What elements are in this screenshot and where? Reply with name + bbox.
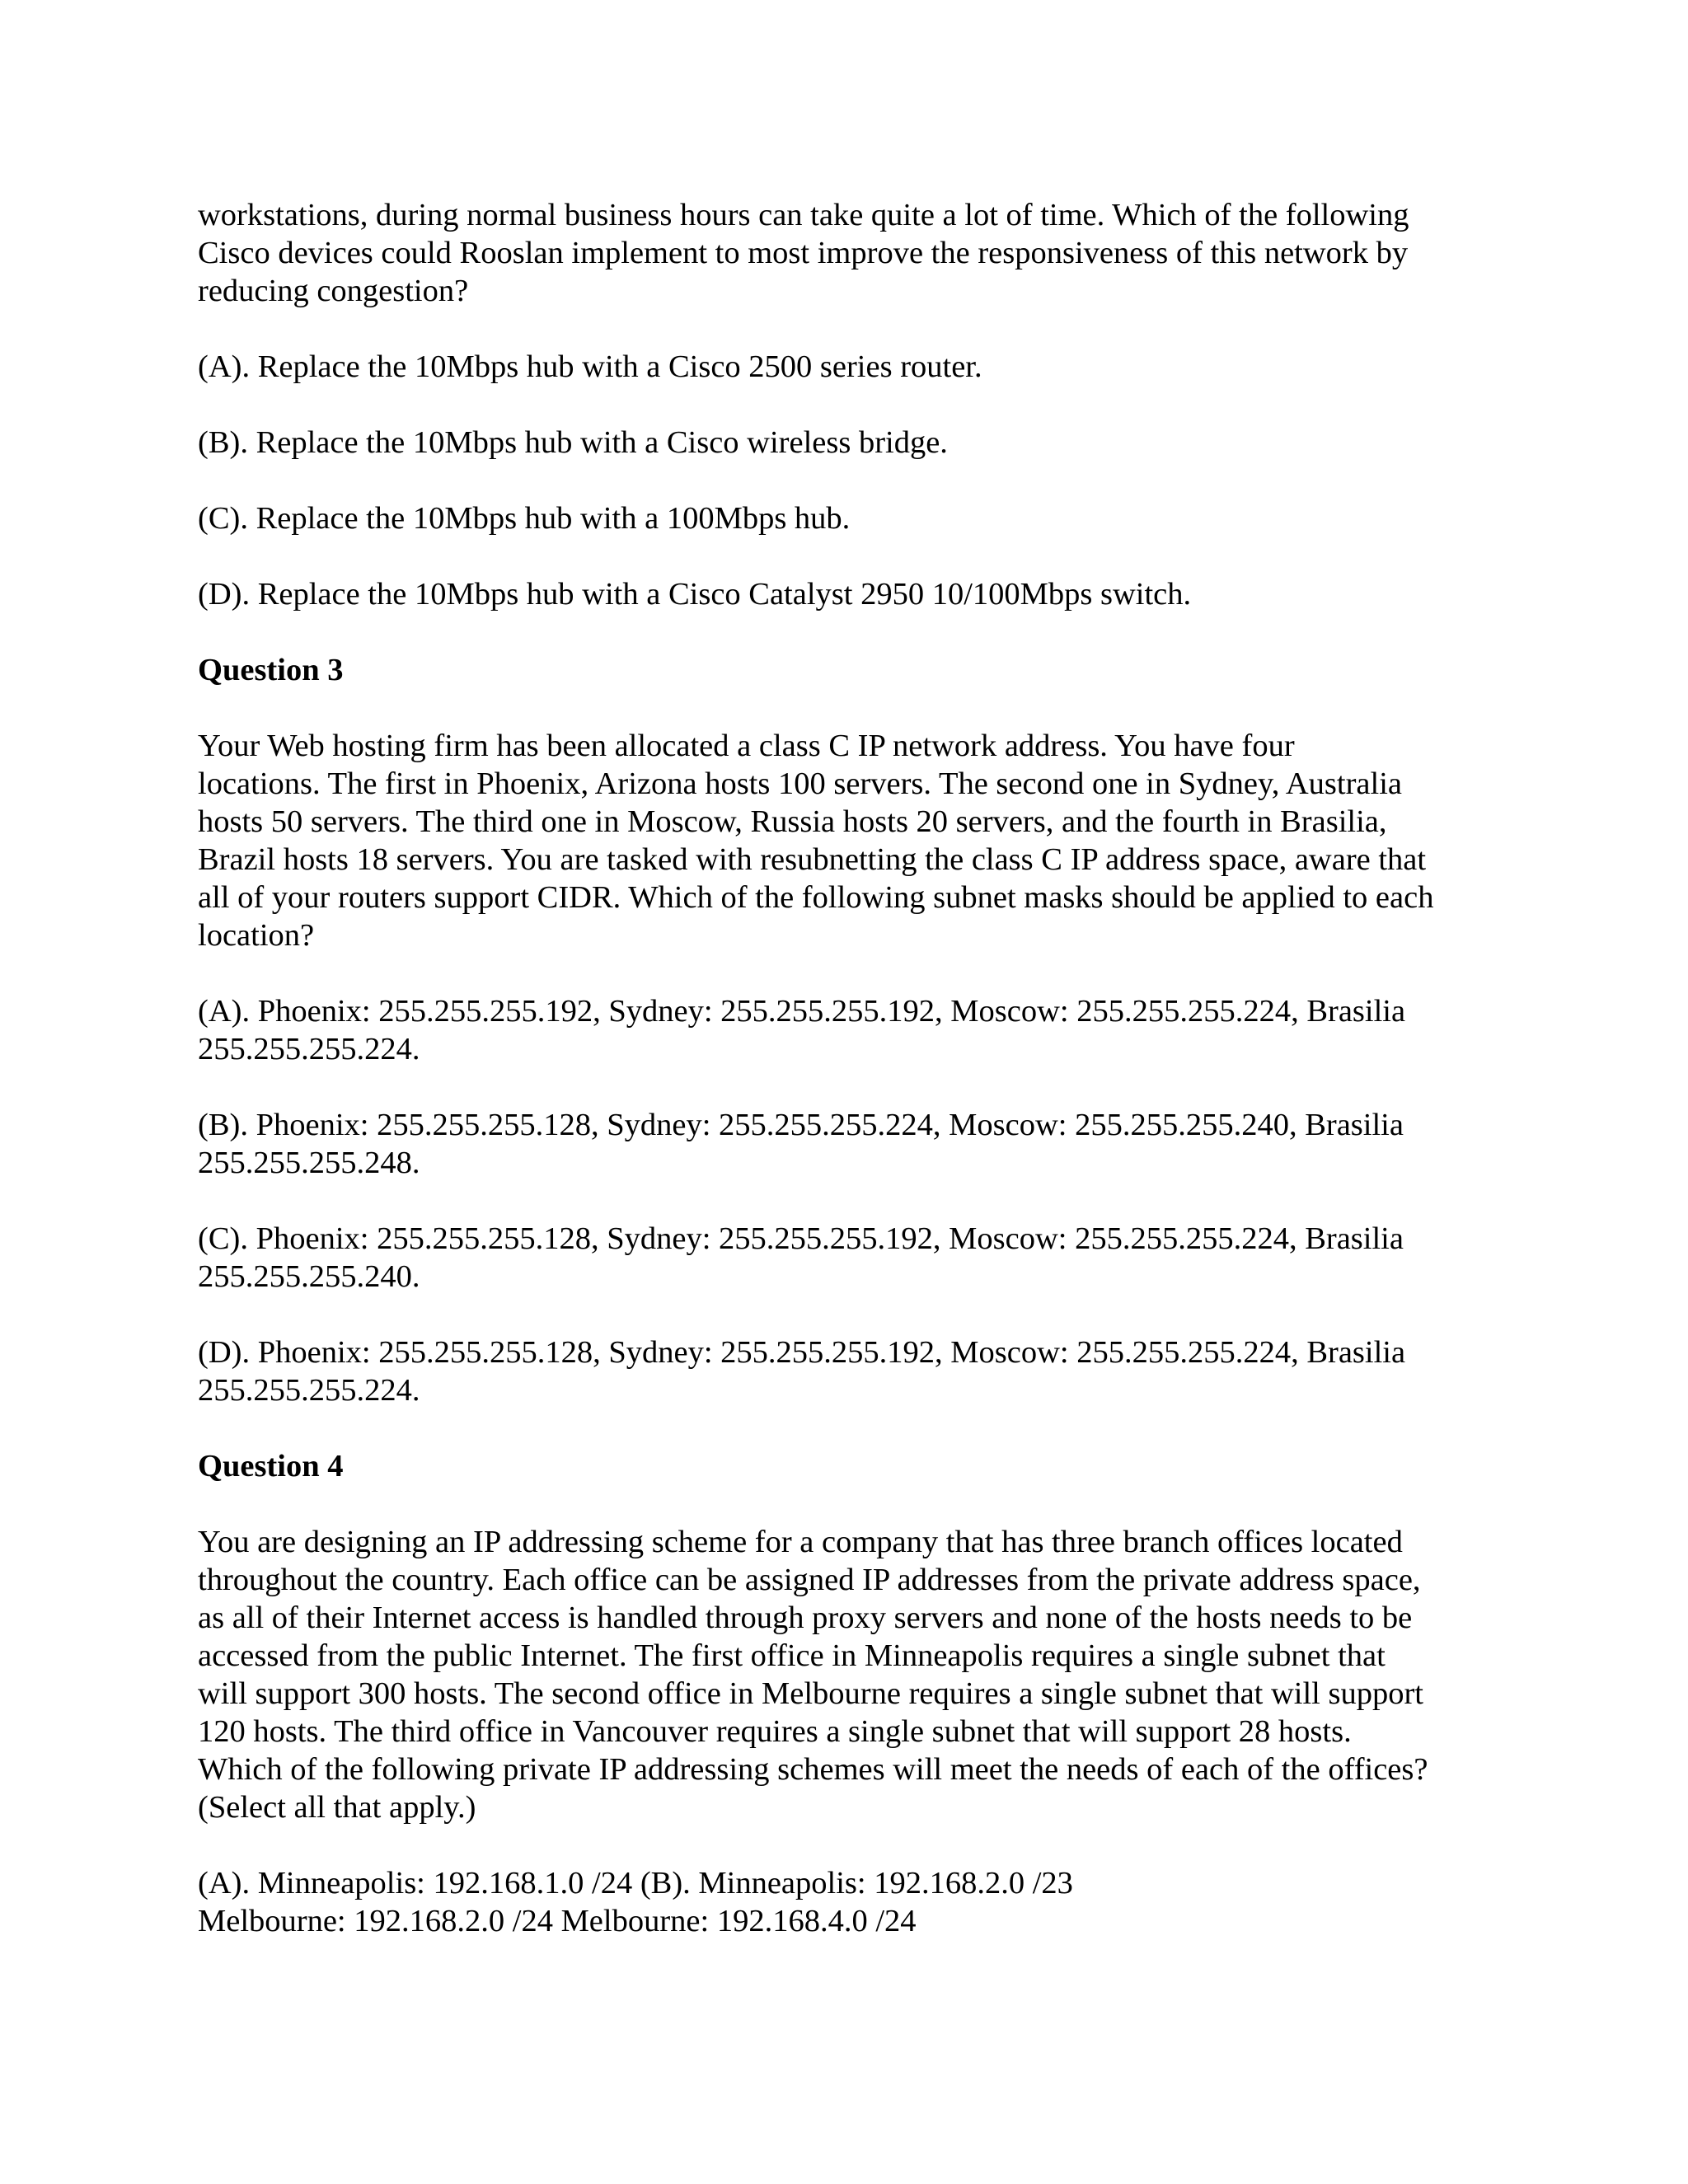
question-2-option-c — [198, 499, 1484, 537]
question-2-option-a — [198, 348, 1484, 386]
text-line: Your Web hosting firm has been allocated a class C IP network address. You have four — [198, 729, 1295, 763]
text-line: You are designing an IP addressing scheme for a company that has three branch offices located — [198, 1525, 1403, 1559]
text-line: 120 hosts. The third office in Vancouver requires a single subnet that will support 28 hosts. — [198, 1714, 1352, 1749]
text-line: Brazil hosts 18 servers. You are tasked with resubnetting the class C IP address space, aware that — [198, 842, 1427, 877]
text-line: hosts 50 servers. The third one in Moscow, Russia hosts 20 servers, and the fourth in Brasilia, — [198, 804, 1387, 839]
question-2-option-b — [198, 424, 1484, 462]
text-line: locations. The first in Phoenix, Arizona hosts 100 servers. The second one in Sydney, Australia — [198, 766, 1402, 801]
question-2-body — [198, 196, 1484, 310]
text-line: location? — [198, 918, 315, 953]
text-line: (Select all that apply.) — [198, 1790, 476, 1825]
question-3-option-d — [198, 1333, 1484, 1409]
text-line: 255.255.255.224. — [198, 1032, 420, 1066]
question-4-options — [198, 1864, 1484, 1940]
question-3-heading: Question 3 — [198, 653, 344, 687]
text-line: (D). Phoenix: 255.255.255.128, Sydney: 255.255.255.192, Moscow: 255.255.255.224, Brasilia — [198, 1335, 1406, 1370]
option-text: (D). Replace the 10Mbps hub with a Cisco Catalyst 2950 10/100Mbps switch. — [198, 577, 1192, 612]
text-line: Which of the following private IP addressing schemes will meet the needs of each of the offices? — [198, 1752, 1428, 1787]
question-3-option-a — [198, 992, 1484, 1068]
question-2-option-d — [198, 575, 1484, 613]
text-line: as all of their Internet access is handled through proxy servers and none of the hosts needs to be — [198, 1601, 1413, 1635]
option-text: (A). Replace the 10Mbps hub with a Cisco 2500 series router. — [198, 349, 982, 384]
question-3-body — [198, 727, 1484, 954]
document-page — [198, 196, 1484, 1978]
question-3-option-b — [198, 1106, 1484, 1182]
text-line: (C). Phoenix: 255.255.255.128, Sydney: 255.255.255.192, Moscow: 255.255.255.224, Brasilia — [198, 1221, 1404, 1256]
text-line: (B). Phoenix: 255.255.255.128, Sydney: 255.255.255.224, Moscow: 255.255.255.240, Brasilia — [198, 1108, 1404, 1142]
text-line: accessed from the public Internet. The first office in Minneapolis requires a single subnet that — [198, 1638, 1386, 1673]
option-text: (C). Replace the 10Mbps hub with a 100Mbps hub. — [198, 501, 851, 536]
option-text: (B). Replace the 10Mbps hub with a Cisco wireless bridge. — [198, 425, 948, 460]
text-line: throughout the country. Each office can be assigned IP addresses from the private address space, — [198, 1563, 1421, 1597]
text-line: (A). Minneapolis: 192.168.1.0 /24 (B). Minneapolis: 192.168.2.0 /23 — [198, 1866, 1073, 1900]
text-line: reducing congestion? — [198, 274, 469, 308]
text-line: 255.255.255.248. — [198, 1146, 420, 1180]
text-line: (A). Phoenix: 255.255.255.192, Sydney: 255.255.255.192, Moscow: 255.255.255.224, Brasilia — [198, 994, 1406, 1029]
text-line: 255.255.255.224. — [198, 1373, 420, 1408]
question-4-body — [198, 1523, 1484, 1826]
text-line: workstations, during normal business hours can take quite a lot of time. Which of the following — [198, 198, 1409, 232]
text-line: Melbourne: 192.168.2.0 /24 Melbourne: 192.168.4.0 /24 — [198, 1904, 917, 1938]
question-3-option-c — [198, 1220, 1484, 1296]
text-line: all of your routers support CIDR. Which of the following subnet masks should be applied to each — [198, 880, 1434, 915]
text-line: Cisco devices could Rooslan implement to most improve the responsiveness of this network by — [198, 236, 1409, 270]
question-4-heading: Question 4 — [198, 1449, 344, 1483]
text-line: will support 300 hosts. The second office in Melbourne requires a single subnet that will support — [198, 1676, 1424, 1711]
text-line: 255.255.255.240. — [198, 1259, 420, 1294]
